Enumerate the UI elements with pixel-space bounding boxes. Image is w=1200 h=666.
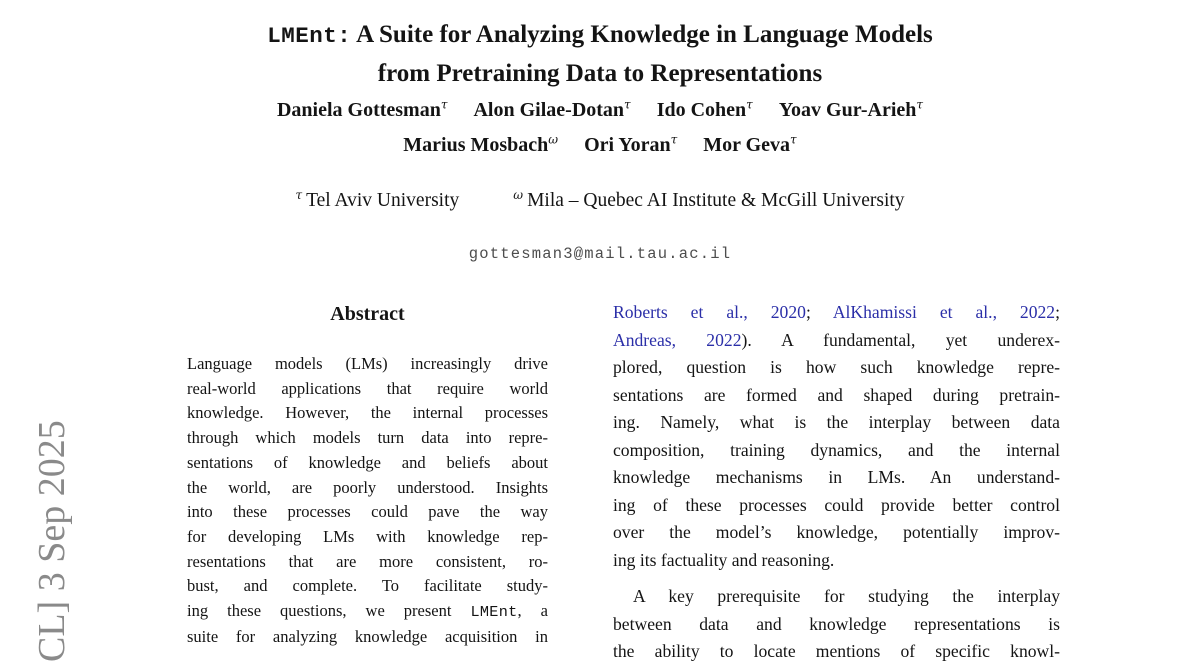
text-line: plored, question is how such knowledge repre- [613,357,1060,377]
text-line: Roberts et al., 2020; AlKhamissi et al., 2022; [613,302,1060,322]
abstract-heading: Abstract [330,303,405,325]
title-line-1-rest: A Suite for Analyzing Knowledge in Language Models [351,21,933,48]
author-name: Ori Yoran$^\tau$ [584,132,678,156]
authors-row-2 [0,133,1200,157]
abstract-body [187,352,548,649]
author-affiliation-marker: τ [916,97,924,112]
author-affiliation-marker: τ [746,97,753,112]
author-affiliation-marker: τ [790,132,797,147]
text-line: Language models (LMs) increasingly drive [187,354,548,373]
text-line: knowledge mechanisms in LMs. An understand- [613,467,1060,487]
author-affiliation-marker: τ [440,97,448,112]
affiliation-entry: $^\tau$ Tel Aviv University [295,187,460,211]
text-line: the world, are poorly understood. Insights [187,477,548,497]
text-line: ing. Namely, what is the interplay between data [613,412,1060,432]
arxiv-watermark: CL] 3 Sep 2025 [31,420,73,662]
authors-row-1 [0,98,1200,122]
citation-link[interactable]: AlKhamissi et al., 2022 [832,302,1056,322]
text-line: into these processes could pave the way [187,502,548,522]
text-line: between data and knowledge representations is [613,613,1060,634]
text-line: ing its factuality and reasoning. [613,549,835,570]
author-name: Ido Cohen$^\tau$ [656,97,753,121]
text-line: sentations are formed and shaped during pretrain- [613,384,1060,405]
text-line: through which models turn data into repre- [187,428,548,448]
author-name: Mor Geva$^\tau$ [703,132,797,156]
inline-code-lment: LMEnt [470,603,518,622]
text-line: resentations that are more consistent, ro- [187,551,548,571]
affiliation-marker: τ [295,187,303,202]
title-system-name: LMEnt: [267,23,352,49]
author-name: Marius Mosbach$^\omega$ [403,132,559,156]
author-affiliation-marker: ω [548,132,559,147]
text-line: knowledge. However, the internal processes [187,403,548,423]
text-line: sentations of knowledge and beliefs about [187,452,548,472]
text-line: A key prerequisite for studying the interplay [633,586,1060,606]
title-line-2: from Pretraining Data to Representations [377,60,823,87]
author-affiliation-marker: τ [624,97,631,112]
citation-link[interactable]: Roberts et al., 2020 [613,302,806,322]
text-line: over the model’s knowledge, potentially improv- [613,522,1060,542]
contact-email: gottesman3@mail.tau.ac.il [468,245,732,263]
citation-link[interactable]: Andreas, 2022 [613,329,742,350]
right-column-body [613,299,1060,666]
author-name: Alon Gilae-Dotan$^\tau$ [473,97,631,121]
text-line: the ability to locate mentions of specific knowl- [613,641,1060,661]
author-affiliation-marker: τ [670,132,678,147]
affiliation-entry: $^\omega$ Mila – Quebec AI Institute & McGill University [513,187,905,211]
text-line: ing of these processes could provide better control [613,494,1060,515]
text-line: bust, and complete. To facilitate study- [187,576,548,596]
text-line: composition, training dynamics, and the internal [613,439,1060,460]
title-line-1 [0,16,1200,55]
text-line: ing these questions, we present LMEnt, a [187,601,548,622]
text-line: real-world applications that require world [187,378,548,398]
text-line: suite for analyzing knowledge acquisition in [187,626,548,646]
affiliation-marker: ω [513,187,524,202]
affiliations [0,189,1200,213]
paper-title [0,16,1200,92]
author-name: Yoav Gur-Arieh$^\tau$ [778,97,924,121]
text-line: Andreas, 2022). A fundamental, yet underex- [613,329,1061,350]
text-line: for developing LMs with knowledge rep- [187,526,548,546]
author-name: Daniela Gottesman$^\tau$ [276,97,448,121]
